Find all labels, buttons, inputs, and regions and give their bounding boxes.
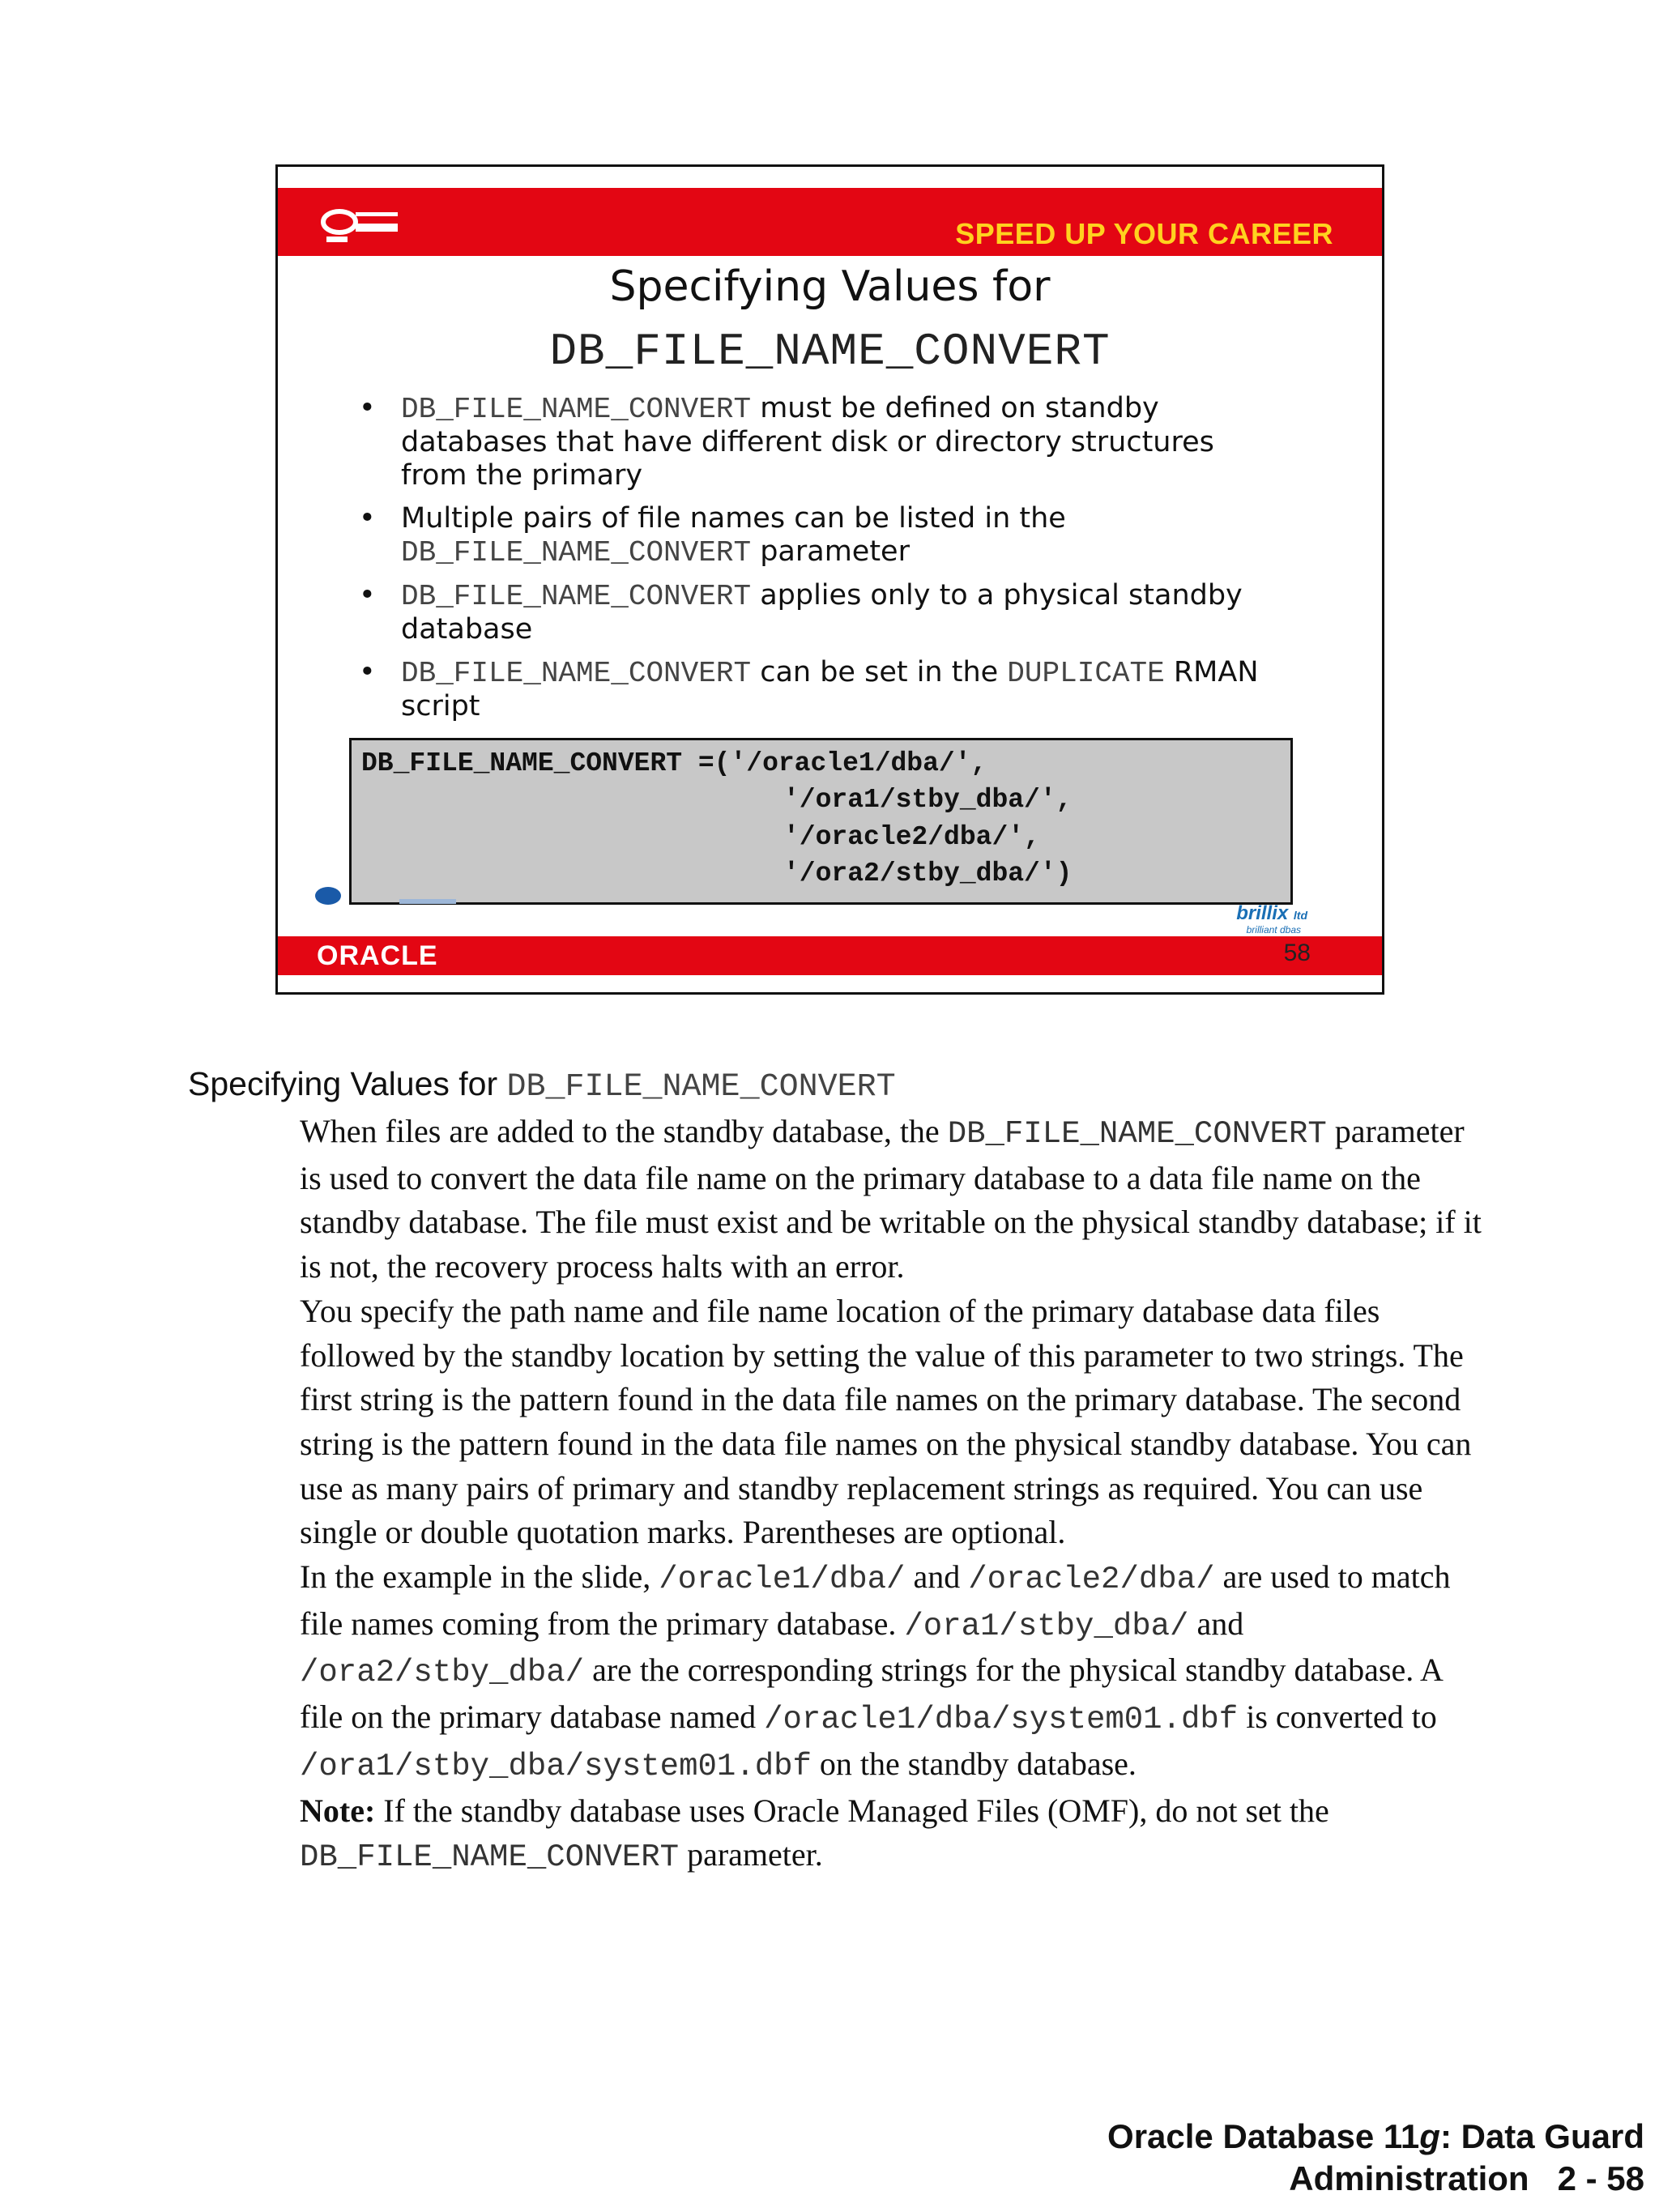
footer-course-title: Oracle Database 11g: Data Guard: [1107, 2117, 1644, 2155]
sponsor-logo-icon: [313, 884, 343, 908]
bullet-icon: •: [359, 502, 376, 535]
bullet-item: • DB_FILE_NAME_CONVERT must be defined on standby databases that have different disk or directory structures from the primary: [359, 392, 1214, 492]
brillix-tagline: brilliant dbas: [1246, 924, 1301, 936]
notes-heading: Specifying Values for DB_FILE_NAME_CONVERT: [188, 1065, 896, 1106]
bullet-item: • DB_FILE_NAME_CONVERT can be set in the DUPLICATE RMAN script: [359, 656, 1259, 722]
brillix-logo: brillix ltd: [1236, 902, 1307, 924]
notes-body: [300, 1110, 1482, 1880]
code-line: '/ora2/stby_dba/'): [783, 859, 1073, 889]
slide-image: [275, 164, 1384, 995]
code-line: '/oracle2/dba/',: [783, 822, 1040, 852]
notes-paragraph: You specify the path name and file name location of the primary database data files followed by the standby location by setting the value of this parameter to two strings. The first string is the pattern found in the data file names on the primary database. The second string is the pattern found in the data file names on the physical standby database. You can use as many pairs of primary and standby replacement strings as required. You can use single or double quotation marks. Parentheses are optional.: [300, 1292, 1472, 1551]
slide-number: 58: [1283, 940, 1311, 966]
bullet-item: • DB_FILE_NAME_CONVERT applies only to a physical standby database: [359, 579, 1243, 646]
notes-note: Note: If the standby database uses Oracle Managed Files (OMF), do not set the DB_FILE_NAME_CONVERT parameter.: [300, 1792, 1329, 1876]
code-line: '/ora1/stby_dba/',: [783, 785, 1073, 815]
slide-header-bar: [278, 188, 1382, 256]
oracle-logo: ORACLE: [317, 940, 438, 971]
footer-page-number: Administration 2 - 58: [1289, 2159, 1644, 2197]
code-line: DB_FILE_NAME_CONVERT =('/oracle1/dba/',: [361, 748, 987, 778]
slide-footer-bar: [278, 936, 1382, 975]
bullet-icon: •: [359, 392, 376, 424]
slide-bullet-list: [359, 392, 1282, 733]
page-footer: [1107, 2116, 1644, 2200]
notes-paragraph: In the example in the slide, /oracle1/dba/ and /oracle2/dba/ are used to match file names coming from the primary database. /ora1/stby_dba/ and /ora2/stby_dba/ are the corresponding strings for the physical standby database. A file on the primary database named /oracle1/dba/system01.dbf is converted to /ora1/stby_dba/system01.dbf on the standby database.: [300, 1558, 1451, 1784]
code-example-box: [349, 738, 1293, 905]
slide-title: Specifying Values for: [609, 262, 1051, 311]
bullet-icon: •: [359, 579, 376, 612]
oracle-week-logo: [320, 204, 401, 249]
header-tagline: SPEED UP YOUR CAREER: [955, 217, 1333, 250]
sponsor-logo-icon: [399, 896, 464, 907]
notes-paragraph: When files are added to the standby database, the DB_FILE_NAME_CONVERT parameter is used to convert the data file name on the primary database to a data file name on the standby database. The file must exist and be writable on the physical standby database; if it is not, the recovery process halts with an error.: [300, 1113, 1482, 1285]
slide-title-parameter: DB_FILE_NAME_CONVERT: [549, 326, 1111, 377]
bullet-icon: •: [359, 656, 376, 688]
bullet-item: • Multiple pairs of file names can be listed in the DB_FILE_NAME_CONVERT parameter: [359, 502, 1066, 569]
